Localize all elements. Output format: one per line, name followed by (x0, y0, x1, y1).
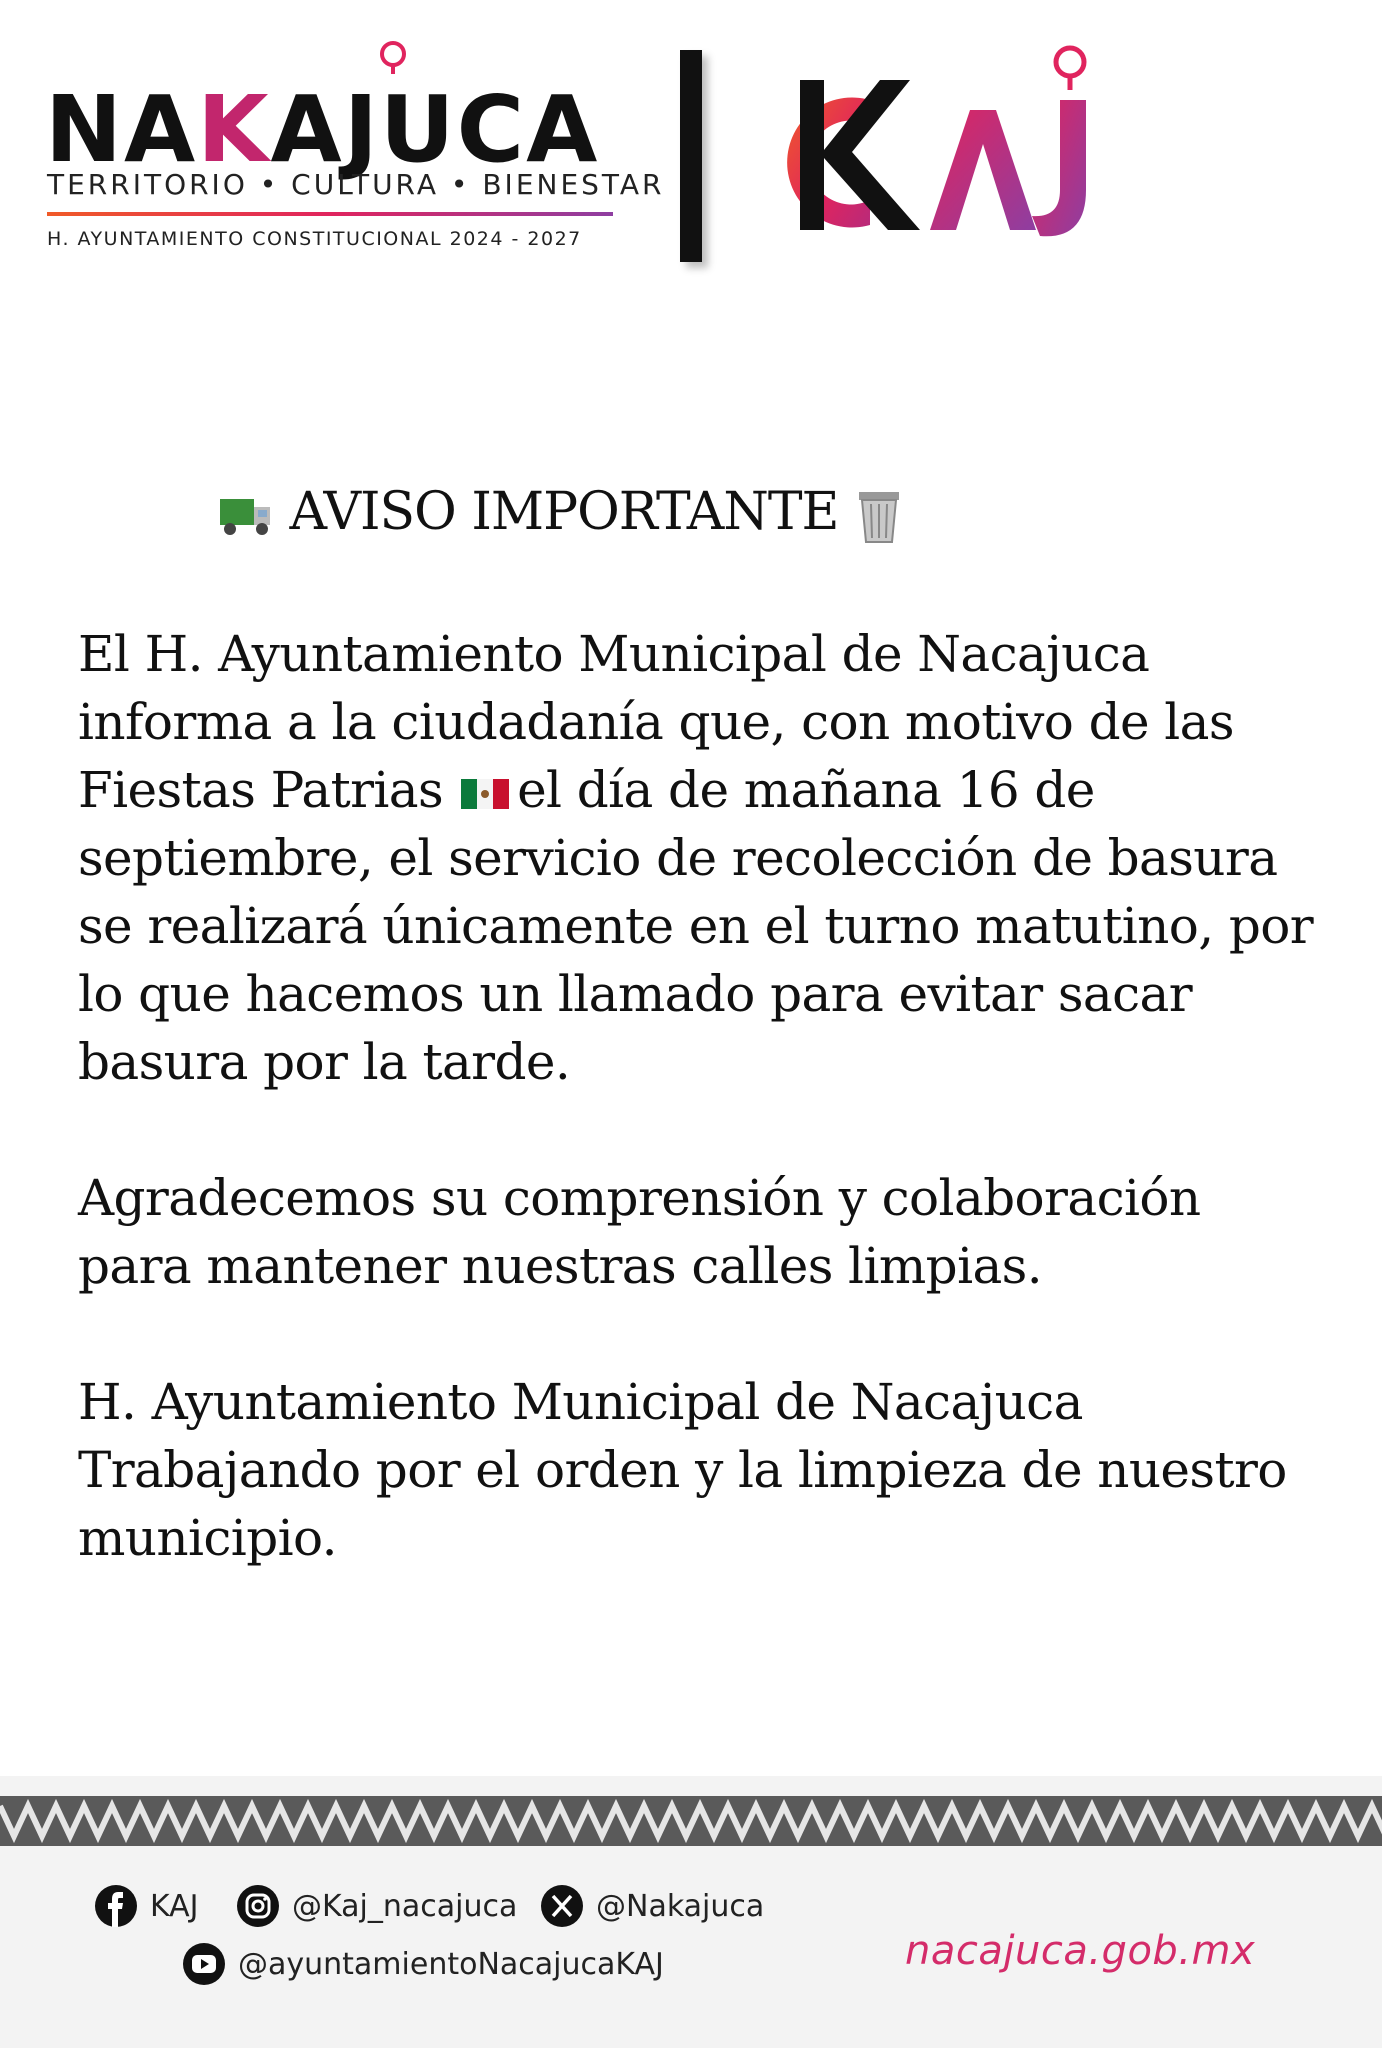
social-facebook[interactable] (94, 1884, 199, 1928)
social-youtube[interactable] (182, 1942, 664, 1986)
wordmark-part2: AJUCA (270, 76, 600, 183)
zigzag-pattern (0, 1796, 1382, 1846)
tagline-underline (47, 212, 613, 216)
facebook-icon (94, 1884, 138, 1928)
announcement-text-1: El H. Ayuntamiento Municipal de Nacajuca informa a la ciudadanía que, con motivo de las Fiestas Patrias (78, 625, 1234, 819)
truck-icon (218, 493, 274, 539)
paragraph-signature (78, 1368, 1328, 1572)
logo-wordmark (45, 76, 600, 183)
social-instagram[interactable] (236, 1884, 517, 1928)
logo-subtag: H. AYUNTAMIENTO CONSTITUCIONAL 2024 - 2027 (47, 228, 582, 250)
instagram-icon (236, 1884, 280, 1928)
notice-title (0, 482, 1382, 544)
paragraph-announcement (78, 620, 1328, 1096)
website-link[interactable]: nacajuca.gob.mx (905, 1928, 1256, 1974)
header-divider (680, 50, 702, 262)
x-handle: @Nakajuca (596, 1888, 765, 1924)
kaj-logo (760, 40, 1120, 250)
instagram-handle: @Kaj_nacajuca (292, 1888, 518, 1924)
notice-title-text: AVISO IMPORTANTE (289, 482, 839, 542)
question-ear-icon (375, 40, 411, 76)
wordmark-accent: K (197, 76, 271, 183)
x-icon (540, 1884, 584, 1928)
footer (0, 1776, 1382, 2048)
facebook-handle: KAJ (150, 1888, 199, 1924)
wordmark-part1: NA (45, 76, 198, 183)
nacajuca-logo (45, 40, 665, 260)
wastebasket-icon (854, 488, 904, 544)
announcement-text-2: el día de mañana 16 de septiembre, el servicio de recolección de basura se realizará únicamente en el turno matutino, por lo que hacemos un llamado para evitar sacar basura por la tarde. (78, 761, 1314, 1091)
notice-body (78, 620, 1328, 1640)
signature-line-1: H. Ayuntamiento Municipal de Nacajuca (78, 1373, 1083, 1431)
youtube-handle: @ayuntamientoNacajucaKAJ (238, 1946, 664, 1982)
header (0, 0, 1382, 300)
social-x[interactable] (540, 1884, 764, 1928)
signature-line-2: Trabajando por el orden y la limpieza de nuestro municipio. (78, 1441, 1287, 1567)
mexico-flag-icon (461, 779, 509, 809)
logo-tagline: TERRITORIO • CULTURA • BIENESTAR (47, 168, 665, 201)
youtube-icon (182, 1942, 226, 1986)
paragraph-thanks: Agradecemos su comprensión y colaboración para mantener nuestras calles limpias. (78, 1169, 1201, 1295)
